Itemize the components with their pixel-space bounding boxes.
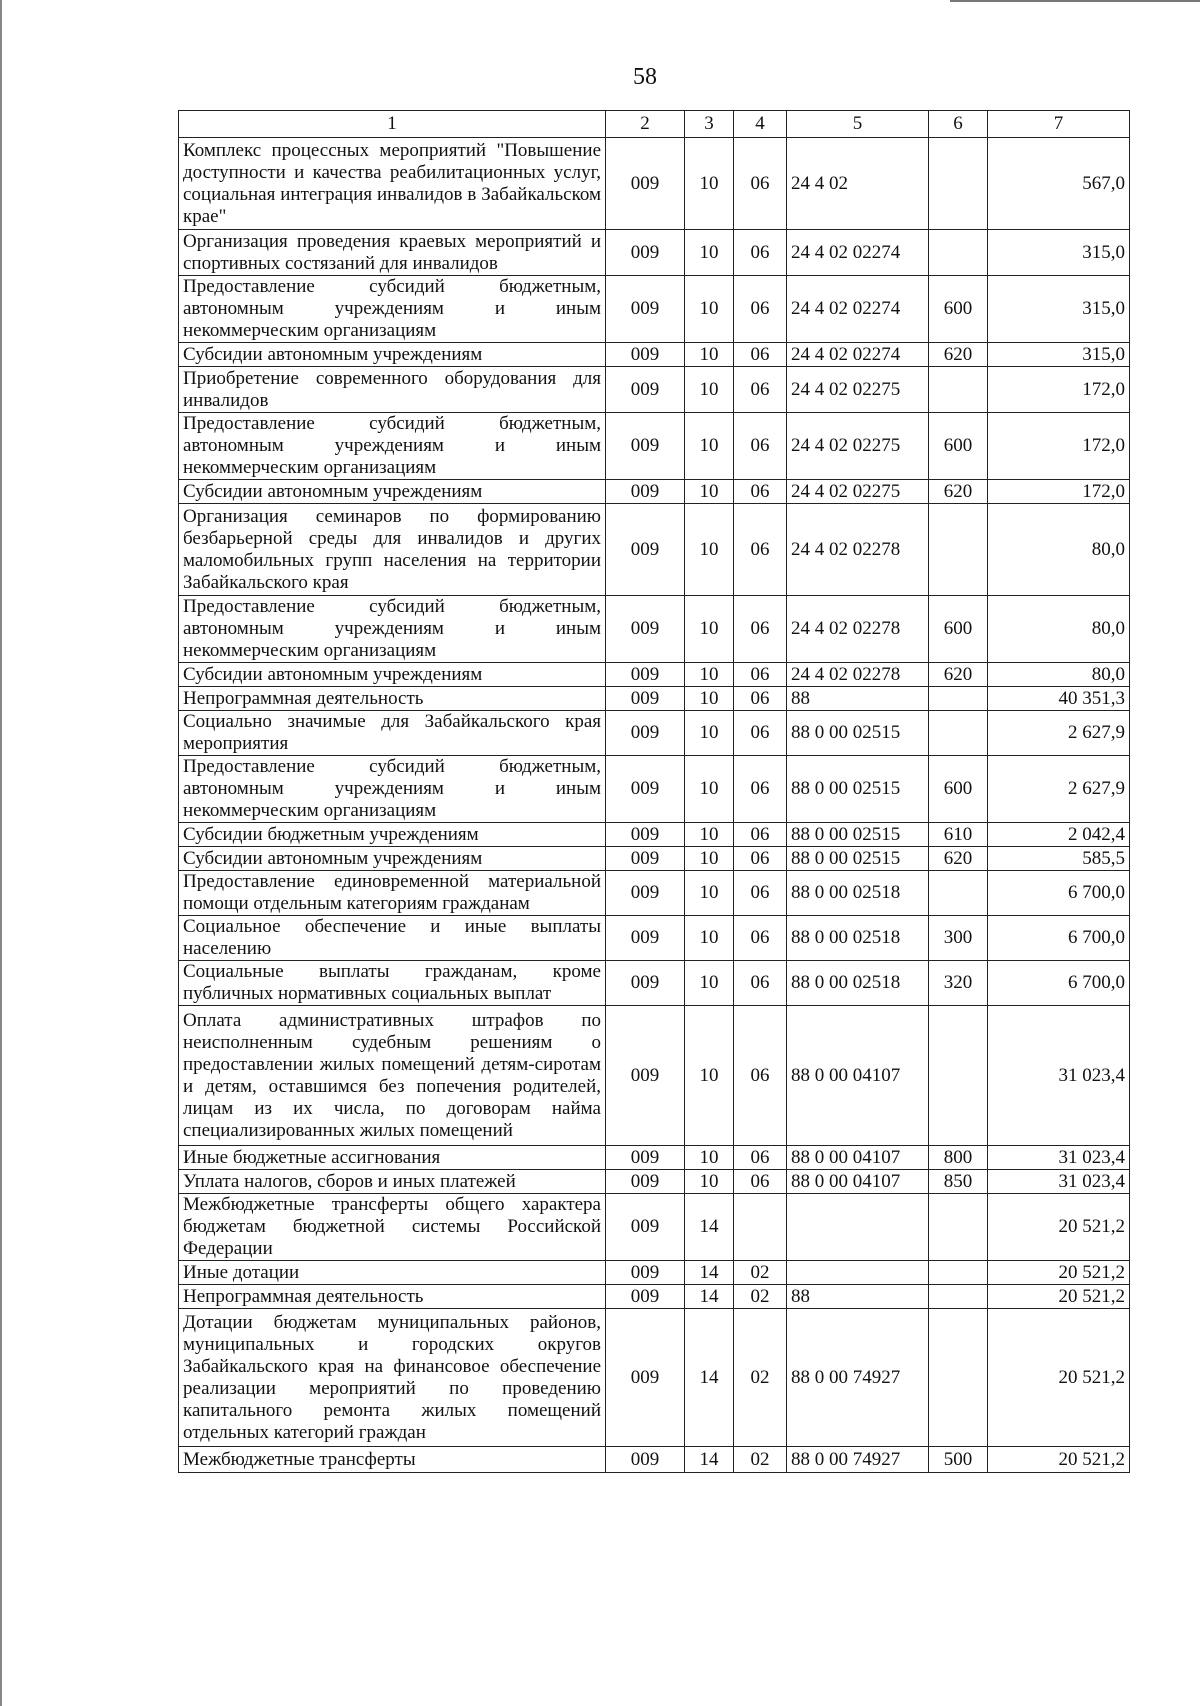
row-amount: 2 627,9	[988, 756, 1130, 823]
page-number: 58	[633, 64, 657, 90]
table-row	[179, 230, 1130, 276]
row-target-article	[787, 1194, 929, 1261]
row-amount: 20 521,2	[988, 1447, 1130, 1473]
row-description: Иные бюджетные ассигнования	[179, 1146, 606, 1170]
row-grbs-code: 009	[606, 1447, 685, 1473]
row-grbs-code: 009	[606, 916, 685, 961]
row-amount: 172,0	[988, 367, 1130, 413]
table-row	[179, 1194, 1130, 1261]
row-target-article: 24 4 02	[787, 138, 929, 230]
row-subsection-code: 06	[734, 367, 787, 413]
table-row	[179, 847, 1130, 871]
table-row	[179, 596, 1130, 663]
row-amount: 31 023,4	[988, 1170, 1130, 1194]
column-header: 5	[787, 111, 929, 138]
row-description: Уплата налогов, сборов и иных платежей	[179, 1170, 606, 1194]
row-expense-type: 850	[929, 1170, 988, 1194]
row-grbs-code: 009	[606, 756, 685, 823]
row-description: Предоставление единовременной материальной помощи отдельным категориям гражданам	[179, 871, 606, 916]
row-description: Непрограммная деятельность	[179, 1285, 606, 1309]
column-header: 6	[929, 111, 988, 138]
row-expense-type: 620	[929, 847, 988, 871]
row-target-article: 88 0 00 02515	[787, 756, 929, 823]
row-description: Иные дотации	[179, 1261, 606, 1285]
row-target-article: 24 4 02 02278	[787, 504, 929, 596]
row-expense-type	[929, 1285, 988, 1309]
table-row	[179, 138, 1130, 230]
column-header: 2	[606, 111, 685, 138]
row-amount: 2 042,4	[988, 823, 1130, 847]
row-section-code: 10	[685, 1006, 734, 1146]
row-section-code: 10	[685, 847, 734, 871]
row-section-code: 10	[685, 480, 734, 504]
row-grbs-code: 009	[606, 276, 685, 343]
row-grbs-code: 009	[606, 1285, 685, 1309]
row-amount: 315,0	[988, 230, 1130, 276]
row-subsection-code: 06	[734, 823, 787, 847]
row-section-code: 10	[685, 687, 734, 711]
row-target-article: 88 0 00 04107	[787, 1006, 929, 1146]
row-expense-type: 320	[929, 961, 988, 1006]
row-description: Организация семинаров по формированию безбарьерной среды для инвалидов и других маломобильных групп населения на территории Забайкальского края	[179, 504, 606, 596]
table-row	[179, 276, 1130, 343]
row-subsection-code: 02	[734, 1309, 787, 1447]
row-grbs-code: 009	[606, 504, 685, 596]
column-header: 1	[179, 111, 606, 138]
row-target-article: 88 0 00 02515	[787, 847, 929, 871]
scan-top-line	[950, 0, 1200, 2]
row-target-article: 24 4 02 02274	[787, 230, 929, 276]
row-description: Непрограммная деятельность	[179, 687, 606, 711]
row-expense-type: 800	[929, 1146, 988, 1170]
row-description: Социально значимые для Забайкальского края мероприятия	[179, 711, 606, 756]
column-header: 3	[685, 111, 734, 138]
row-amount: 2 627,9	[988, 711, 1130, 756]
table-row	[179, 1309, 1130, 1447]
row-section-code: 10	[685, 663, 734, 687]
row-expense-type	[929, 504, 988, 596]
column-header: 4	[734, 111, 787, 138]
row-grbs-code: 009	[606, 1194, 685, 1261]
row-amount: 80,0	[988, 596, 1130, 663]
table-row	[179, 871, 1130, 916]
row-amount: 20 521,2	[988, 1309, 1130, 1447]
table-row	[179, 823, 1130, 847]
row-subsection-code: 06	[734, 413, 787, 480]
row-description: Субсидии бюджетным учреждениям	[179, 823, 606, 847]
row-description: Социальные выплаты гражданам, кроме публичных нормативных социальных выплат	[179, 961, 606, 1006]
row-subsection-code: 06	[734, 596, 787, 663]
row-grbs-code: 009	[606, 961, 685, 1006]
row-target-article: 24 4 02 02275	[787, 367, 929, 413]
row-grbs-code: 009	[606, 871, 685, 916]
row-section-code: 10	[685, 343, 734, 367]
row-description: Субсидии автономным учреждениям	[179, 847, 606, 871]
row-expense-type	[929, 1006, 988, 1146]
row-amount: 315,0	[988, 276, 1130, 343]
row-amount: 20 521,2	[988, 1261, 1130, 1285]
row-subsection-code: 06	[734, 756, 787, 823]
row-subsection-code: 02	[734, 1447, 787, 1473]
row-subsection-code: 02	[734, 1285, 787, 1309]
row-amount: 567,0	[988, 138, 1130, 230]
table-row	[179, 367, 1130, 413]
row-target-article: 24 4 02 02278	[787, 596, 929, 663]
row-subsection-code: 02	[734, 1261, 787, 1285]
row-section-code: 10	[685, 756, 734, 823]
row-target-article: 24 4 02 02275	[787, 480, 929, 504]
row-subsection-code: 06	[734, 916, 787, 961]
row-section-code: 10	[685, 1170, 734, 1194]
table-row	[179, 916, 1130, 961]
row-target-article: 88 0 00 02518	[787, 871, 929, 916]
row-target-article: 24 4 02 02274	[787, 343, 929, 367]
column-header: 7	[988, 111, 1130, 138]
row-target-article: 24 4 02 02274	[787, 276, 929, 343]
row-amount: 585,5	[988, 847, 1130, 871]
row-section-code: 14	[685, 1261, 734, 1285]
row-target-article: 24 4 02 02275	[787, 413, 929, 480]
row-target-article: 88 0 00 02515	[787, 823, 929, 847]
table-row	[179, 1261, 1130, 1285]
row-amount: 20 521,2	[988, 1285, 1130, 1309]
row-amount: 31 023,4	[988, 1006, 1130, 1146]
row-expense-type: 610	[929, 823, 988, 847]
row-expense-type	[929, 1309, 988, 1447]
row-description: Комплекс процессных мероприятий "Повышение доступности и качества реабилитационных услуг, социальная интеграция инвалидов в Забайкальском крае"	[179, 138, 606, 230]
row-description: Межбюджетные трансферты	[179, 1447, 606, 1473]
row-subsection-code: 06	[734, 663, 787, 687]
row-subsection-code: 06	[734, 871, 787, 916]
row-section-code: 10	[685, 1146, 734, 1170]
row-expense-type: 600	[929, 596, 988, 663]
row-section-code: 10	[685, 504, 734, 596]
row-grbs-code: 009	[606, 367, 685, 413]
row-section-code: 10	[685, 413, 734, 480]
row-target-article: 88 0 00 74927	[787, 1447, 929, 1473]
table-row	[179, 343, 1130, 367]
row-target-article: 88	[787, 687, 929, 711]
row-expense-type	[929, 871, 988, 916]
row-section-code: 10	[685, 823, 734, 847]
row-grbs-code: 009	[606, 1170, 685, 1194]
table-row	[179, 1146, 1130, 1170]
row-section-code: 10	[685, 961, 734, 1006]
table-row	[179, 1285, 1130, 1309]
row-expense-type	[929, 138, 988, 230]
row-target-article: 88 0 00 02515	[787, 711, 929, 756]
row-section-code: 10	[685, 367, 734, 413]
row-section-code: 10	[685, 596, 734, 663]
budget-table	[178, 110, 1130, 1473]
row-expense-type	[929, 687, 988, 711]
row-subsection-code: 06	[734, 711, 787, 756]
row-subsection-code: 06	[734, 276, 787, 343]
scan-edge-line	[0, 0, 2, 1706]
row-expense-type: 600	[929, 413, 988, 480]
row-grbs-code: 009	[606, 687, 685, 711]
row-amount: 80,0	[988, 504, 1130, 596]
table-row	[179, 1170, 1130, 1194]
row-description: Субсидии автономным учреждениям	[179, 480, 606, 504]
row-section-code: 14	[685, 1309, 734, 1447]
row-amount: 6 700,0	[988, 916, 1130, 961]
row-subsection-code: 06	[734, 1170, 787, 1194]
row-grbs-code: 009	[606, 413, 685, 480]
row-description: Организация проведения краевых мероприятий и спортивных состязаний для инвалидов	[179, 230, 606, 276]
row-amount: 20 521,2	[988, 1194, 1130, 1261]
row-expense-type: 600	[929, 756, 988, 823]
row-target-article: 88 0 00 04107	[787, 1170, 929, 1194]
row-amount: 80,0	[988, 663, 1130, 687]
row-grbs-code: 009	[606, 711, 685, 756]
row-expense-type	[929, 367, 988, 413]
row-expense-type: 500	[929, 1447, 988, 1473]
row-grbs-code: 009	[606, 230, 685, 276]
row-target-article: 24 4 02 02278	[787, 663, 929, 687]
row-amount: 172,0	[988, 413, 1130, 480]
table-row	[179, 413, 1130, 480]
row-subsection-code: 06	[734, 480, 787, 504]
row-amount: 6 700,0	[988, 871, 1130, 916]
row-section-code: 14	[685, 1285, 734, 1309]
row-subsection-code: 06	[734, 230, 787, 276]
row-expense-type: 620	[929, 480, 988, 504]
table-body	[179, 138, 1130, 1473]
row-grbs-code: 009	[606, 343, 685, 367]
table-row	[179, 711, 1130, 756]
row-subsection-code: 06	[734, 847, 787, 871]
table-row	[179, 687, 1130, 711]
row-expense-type: 620	[929, 343, 988, 367]
row-description: Предоставление субсидий бюджетным, автономным учреждениям и иным некоммерческим организациям	[179, 276, 606, 343]
row-target-article: 88 0 00 04107	[787, 1146, 929, 1170]
table-row	[179, 961, 1130, 1006]
row-description: Социальное обеспечение и иные выплаты населению	[179, 916, 606, 961]
row-subsection-code: 06	[734, 1146, 787, 1170]
row-grbs-code: 009	[606, 596, 685, 663]
row-grbs-code: 009	[606, 138, 685, 230]
row-amount: 40 351,3	[988, 687, 1130, 711]
row-target-article: 88	[787, 1285, 929, 1309]
row-section-code: 10	[685, 276, 734, 343]
row-description: Межбюджетные трансферты общего характера бюджетам бюджетной системы Российской Федерации	[179, 1194, 606, 1261]
row-expense-type	[929, 1194, 988, 1261]
row-subsection-code	[734, 1194, 787, 1261]
table-header-row	[179, 111, 1130, 138]
row-section-code: 10	[685, 230, 734, 276]
row-section-code: 14	[685, 1447, 734, 1473]
table-row	[179, 756, 1130, 823]
row-description: Оплата административных штрафов по неисполненным судебным решениям о предоставлении жилых помещений детям-сиротам и детям, оставшимся без попечения родителей, лицам из их числа, по договорам найма специализированных жилых помещений	[179, 1006, 606, 1146]
row-description: Предоставление субсидий бюджетным, автономным учреждениям и иным некоммерческим организациям	[179, 756, 606, 823]
row-subsection-code: 06	[734, 504, 787, 596]
row-description: Приобретение современного оборудования для инвалидов	[179, 367, 606, 413]
row-grbs-code: 009	[606, 1006, 685, 1146]
row-target-article: 88 0 00 02518	[787, 961, 929, 1006]
row-description: Субсидии автономным учреждениям	[179, 663, 606, 687]
table-row	[179, 1006, 1130, 1146]
row-expense-type: 300	[929, 916, 988, 961]
row-grbs-code: 009	[606, 1309, 685, 1447]
row-expense-type	[929, 711, 988, 756]
row-description: Дотации бюджетам муниципальных районов, муниципальных и городских округов Забайкальского края на финансовое обеспечение реализации мероприятий по проведению капитального ремонта жилых помещений отдельных категорий граждан	[179, 1309, 606, 1447]
row-expense-type: 600	[929, 276, 988, 343]
row-grbs-code: 009	[606, 663, 685, 687]
row-subsection-code: 06	[734, 138, 787, 230]
row-description: Предоставление субсидий бюджетным, автономным учреждениям и иным некоммерческим организациям	[179, 596, 606, 663]
row-expense-type: 620	[929, 663, 988, 687]
table-row	[179, 480, 1130, 504]
row-target-article: 88 0 00 74927	[787, 1309, 929, 1447]
row-section-code: 10	[685, 871, 734, 916]
row-grbs-code: 009	[606, 1146, 685, 1170]
row-grbs-code: 009	[606, 480, 685, 504]
row-grbs-code: 009	[606, 1261, 685, 1285]
row-target-article: 88 0 00 02518	[787, 916, 929, 961]
row-subsection-code: 06	[734, 1006, 787, 1146]
row-section-code: 10	[685, 138, 734, 230]
row-section-code: 14	[685, 1194, 734, 1261]
row-description: Субсидии автономным учреждениям	[179, 343, 606, 367]
row-subsection-code: 06	[734, 343, 787, 367]
row-expense-type	[929, 230, 988, 276]
table-row	[179, 504, 1130, 596]
row-amount: 6 700,0	[988, 961, 1130, 1006]
row-amount: 31 023,4	[988, 1146, 1130, 1170]
row-target-article	[787, 1261, 929, 1285]
row-subsection-code: 06	[734, 961, 787, 1006]
row-description: Предоставление субсидий бюджетным, автономным учреждениям и иным некоммерческим организациям	[179, 413, 606, 480]
row-grbs-code: 009	[606, 847, 685, 871]
table-row	[179, 663, 1130, 687]
row-section-code: 10	[685, 916, 734, 961]
row-grbs-code: 009	[606, 823, 685, 847]
row-amount: 172,0	[988, 480, 1130, 504]
table-row	[179, 1447, 1130, 1473]
row-section-code: 10	[685, 711, 734, 756]
row-amount: 315,0	[988, 343, 1130, 367]
row-expense-type	[929, 1261, 988, 1285]
row-subsection-code: 06	[734, 687, 787, 711]
